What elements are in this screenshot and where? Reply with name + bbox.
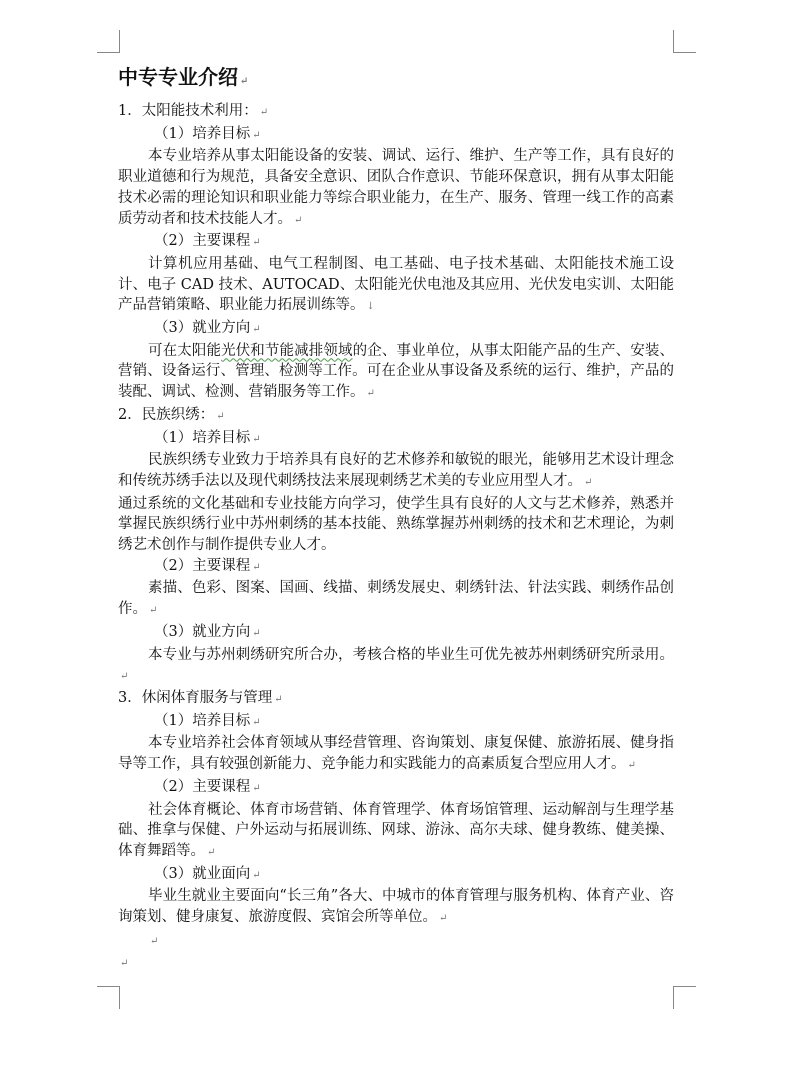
section-heading-sports: 3．休闲体育服务与管理 ↵ bbox=[118, 689, 283, 706]
subheading-main-courses: （2）主要课程 ↵ bbox=[154, 233, 261, 250]
page-title: 中专专业介绍 ↵ bbox=[118, 65, 249, 89]
paragraph: 通过系统的文化基础和专业技能方向学习，使学生具有良好的人文与艺术修养，熟悉并掌握民族织绣行业中苏州刺绣的基本技能、熟练掌握苏州刺绣的技术和艺术理论，为刺绣艺术创作与制作提供专业人才。 bbox=[118, 495, 674, 554]
section-heading-embroidery: 2．民族织绣： ↵ bbox=[118, 406, 225, 423]
margin-corner-top-right bbox=[673, 30, 696, 53]
paragraph: 社会体育概论、体育市场营销、体育管理学、体育场馆管理、运动解剖与生理学基础、推拿与保健、户外运动与拓展训练、网球、游泳、高尔夫球、健身教练、健美操、体育舞蹈等。 ↵ bbox=[118, 801, 674, 859]
empty-paragraph: ↵ bbox=[120, 958, 129, 970]
section-heading-solar: 1．太阳能技术利用： ↵ bbox=[118, 103, 269, 119]
empty-paragraph: ↵ bbox=[150, 935, 159, 947]
paragraph: 本专业培养社会体育领域从事经营管理、咨询策划、康复保健、旅游拓展、健身指导等工作，具有较强创新能力、竞争能力和实践能力的高素质复合型应用人才。 ↵ bbox=[118, 735, 674, 773]
paragraph: 民族织绣专业致力于培养具有良好的艺术修养和敏锐的眼光，能够用艺术设计理念和传统苏绣手法以及现代刺绣技法来展现刺绣艺术美的专业应用型人才。 ↵ bbox=[118, 452, 674, 489]
paragraph: 本专业培养从事太阳能设备的安装、调试、运行、维护、生产等工作，具有良好的职业道德和行为规范，具备安全意识、团队合作意识、节能环保意识，拥有从事太阳能技术必需的理论知识和职业能力等综合职业能力，在生产、服务、管理一线工作的高素质劳动者和技术技能人才。 ↵ bbox=[118, 148, 674, 227]
margin-corner-bottom-left bbox=[97, 986, 120, 1009]
grammar-check-underline: 光伏和节能减排领域 bbox=[221, 342, 353, 359]
paragraph: 可在太阳能光伏和节能减排领域的企、事业单位，从事太阳能产品的生产、安装、营销、设备运行、管理、检测等工作。可在企业从事设备及系统的运行、维护，产品的装配、调试、检测、营销服务等工作。 ↵ bbox=[118, 342, 675, 401]
document-page[interactable] bbox=[118, 62, 674, 975]
paragraph: 计算机应用基础、电气工程制图、电工基础、电子技术基础、太阳能技术施工设计、电子 CAD 技术、AUTOCAD、太阳能光伏电池及其应用、光伏发电实训、太阳能产品营销策略、职业能力拓展训练等。 ↓ bbox=[118, 255, 674, 314]
paragraph: 毕业生就业主要面向“长三角”各大、中城市的体育管理与服务机构、体育产业、咨询策划、健身康复、旅游度假、宾馆会所等单位。 ↵ bbox=[118, 888, 674, 926]
subheading-training-goal: （1）培养目标 ↵ bbox=[154, 125, 261, 142]
margin-corner-top-left bbox=[97, 30, 120, 53]
paragraph: 素描、色彩、图案、国画、线描、刺绣发展史、刺绣针法、针法实践、刺绣作品创作。 ↵ bbox=[118, 580, 674, 618]
paragraph: 本专业与苏州刺绣研究所合办，考核合格的毕业生可优先被苏州刺绣研究所录用。↵ bbox=[120, 646, 674, 683]
subheading-main-courses: （2）主要课程 ↵ bbox=[154, 557, 261, 574]
subheading-main-courses: （2）主要课程 ↵ bbox=[154, 778, 261, 795]
subheading-employment: （3）就业方向 ↵ bbox=[154, 320, 261, 337]
subheading-employment: （3）就业面向 ↵ bbox=[154, 865, 261, 882]
margin-corner-bottom-right bbox=[673, 986, 696, 1009]
subheading-training-goal: （1）培养目标 ↵ bbox=[154, 429, 261, 446]
subheading-training-goal: （1）培养目标 ↵ bbox=[154, 712, 261, 729]
subheading-employment: （3）就业方向 ↵ bbox=[154, 623, 261, 640]
